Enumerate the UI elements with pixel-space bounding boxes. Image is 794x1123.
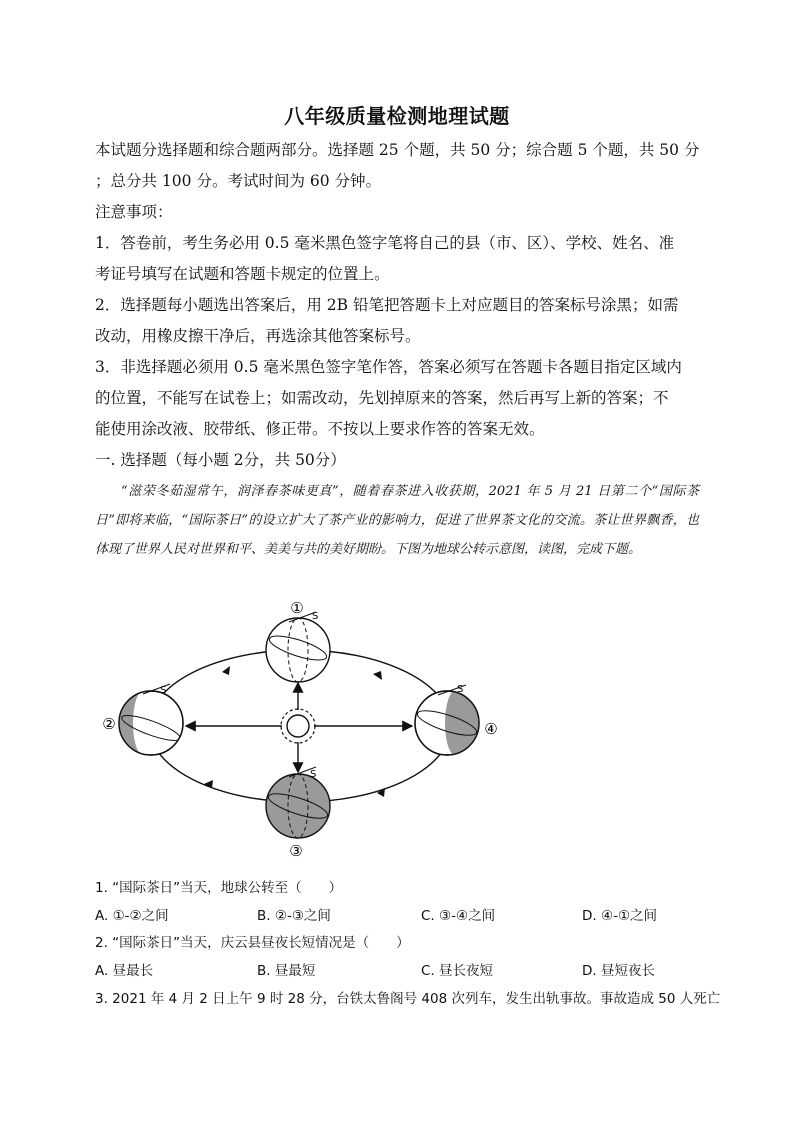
question-2-stem: 2. “国际茶日”当天，庆云县昼夜长短情况是（ ） — [95, 935, 410, 951]
question-1-option-a: A. ①-②之间 — [95, 908, 169, 924]
question-1-option-d: D. ④-①之间 — [582, 908, 658, 924]
svg-text:S: S — [457, 684, 464, 695]
question-2-option-a: A. 昼最长 — [95, 963, 154, 979]
reading-passage: “滋荣冬茹湿常午，润泽春茶味更真”，随着春茶进入收获期，2021 年 5 月 21 日第二个“国际茶日”即将来临，“国际茶日”的设立扩大了茶产业的影响力，促进了世界茶文化的交流。茶让世界飘香，也体现了世界人民对世界和平、美美与共的美好期盼。下图为地球公转示意图，读图，完成下题。 — [95, 484, 699, 557]
notes-heading: 注意事项： — [95, 203, 173, 221]
earth-position-3 — [266, 767, 330, 838]
earth-position-2 — [112, 684, 183, 765]
label-position-4: ④ — [484, 720, 498, 738]
question-1-stem: 1. “国际茶日”当天，地球公转至（ ） — [95, 880, 343, 896]
instruction-line: 3．非选择题必须用 0.5 毫米黑色签字笔作答，答案必须写在答题卡各题目指定区域内 — [95, 358, 682, 376]
instruction-line: 本试题分选择题和综合题两部分。选择题 25 个题，共 50 分；综合题 5 个题，共 50 分 — [95, 141, 700, 159]
svg-text:S: S — [160, 685, 167, 696]
instruction-line: 改动，用橡皮擦干净后，再选涂其他答案标号。 — [95, 327, 421, 345]
instruction-line: 的位置，不能写在试卷上；如需改动，先划掉原来的答案，然后再写上新的答案；不 — [95, 389, 669, 407]
question-2-option-b: B. 昼最短 — [257, 963, 316, 979]
svg-text:S: S — [310, 769, 317, 780]
sun-icon — [281, 709, 315, 743]
earth-position-4 — [415, 684, 488, 765]
instruction-line: ；总分共 100 分。考试时间为 60 分钟。 — [95, 172, 382, 190]
instruction-line: 考证号填写在试题和答题卡规定的位置上。 — [95, 265, 390, 283]
orbit-arrow — [373, 671, 382, 680]
label-position-3: ③ — [289, 842, 303, 860]
question-2-option-d: D. 昼短夜长 — [582, 963, 655, 979]
earth-position-1 — [266, 611, 330, 682]
label-position-2: ② — [102, 715, 116, 733]
question-1-option-c: C. ③-④之间 — [421, 908, 496, 924]
instruction-line: 能使用涂改液、胶带纸、修正带。不按以上要求作答的答案无效。 — [95, 420, 545, 438]
earth-revolution-diagram — [95, 595, 515, 865]
orbit-arrow — [222, 666, 230, 675]
question-2-option-c: C. 昼长夜短 — [421, 963, 494, 979]
orbit-arrow — [377, 788, 385, 797]
label-position-1: ① — [290, 599, 304, 617]
instruction-line: 2．选择题每小题选出答案后，用 2B 铅笔把答题卡上对应题目的答案标号涂黑；如需 — [95, 296, 679, 314]
exam-title: 八年级质量检测地理试题 — [284, 104, 510, 128]
section-heading: 一. 选择题（每小题 2分，共 50分） — [95, 451, 346, 469]
question-3-stem: 3. 2021 年 4 月 2 日上午 9 时 28 分，台铁太鲁阁号 408 次列车，发生出轨事故。事故造成 50 人死亡 — [95, 991, 721, 1007]
question-1-option-b: B. ②-③之间 — [257, 908, 331, 924]
svg-text:S: S — [312, 611, 319, 622]
instruction-line: 1．答卷前，考生务必用 0.5 毫米黑色签字笔将自己的县（市、区）、学校、姓名、准 — [95, 234, 675, 252]
